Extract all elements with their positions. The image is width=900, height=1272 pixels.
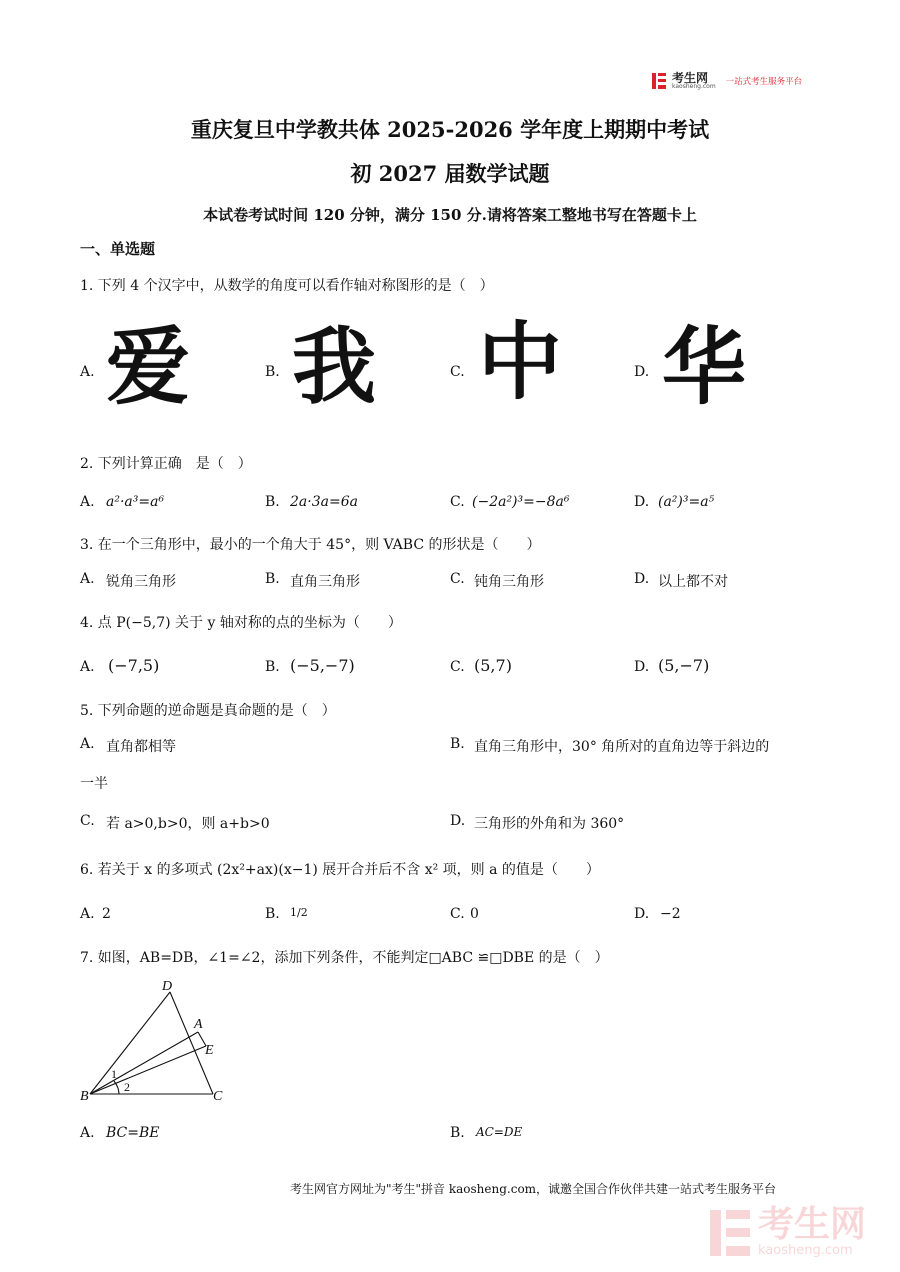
q3-option-c: 钝角三角形 xyxy=(474,574,544,590)
label-a: A xyxy=(194,1017,203,1032)
brand-domain: kaosheng.com xyxy=(672,83,716,90)
q2-option-c-label: C. xyxy=(450,494,465,510)
q4-option-b: (−5,−7) xyxy=(290,656,355,675)
q2-option-a-label: A. xyxy=(80,494,95,510)
label-e: E xyxy=(205,1043,214,1058)
label-b: B xyxy=(80,1089,89,1104)
q3-option-d: 以上都不对 xyxy=(658,574,728,590)
q6-option-b-label: B. xyxy=(265,906,280,922)
q4-option-c: (5,7) xyxy=(474,656,512,675)
q1-option-d-label: D. xyxy=(634,364,650,380)
q4-option-d-label: D. xyxy=(634,659,650,675)
watermark xyxy=(710,1204,866,1258)
q1-option-c-label: C. xyxy=(450,364,465,380)
watermark-text: 考生网 xyxy=(757,1204,866,1245)
question-3-stem: 3. 在一个三角形中，最小的一个角大于 45°，则 VABC 的形状是（ ） xyxy=(80,537,541,553)
q5-option-b-continuation: 一半 xyxy=(80,776,108,792)
brand-logo xyxy=(652,72,802,90)
q1-option-a-label: A. xyxy=(80,364,95,380)
question-2-stem: 2. 下列计算正确 是（ ） xyxy=(80,456,252,472)
q6-option-c-label: C. xyxy=(450,906,465,922)
q6-option-d: −2 xyxy=(660,906,681,922)
watermark-domain: kaosheng.com xyxy=(757,1243,853,1258)
q7-option-a: BC=BE xyxy=(106,1125,160,1141)
q1-option-b-char: 我 xyxy=(292,318,377,416)
angle-1-arc xyxy=(114,1081,118,1088)
exam-subtitle: 初 2027 届数学试题 xyxy=(350,161,550,186)
q2-option-d: (a²)³=a⁵ xyxy=(658,494,715,510)
q7-option-b: AC=DE xyxy=(476,1125,523,1139)
q5-option-c: 若 a>0,b>0，则 a+b>0 xyxy=(106,816,270,832)
q4-option-d: (5,−7) xyxy=(658,656,710,675)
footer-text: 考生网官方网址为"考生"拼音 kaosheng.com，诚邀全国合作伙伴共建一站式考生服务平台 xyxy=(290,1182,777,1196)
question-6-stem: 6. 若关于 x 的多项式 (2x²+ax)(x−1) 展开合并后不含 x² 项，则 a 的值是（ ） xyxy=(80,862,600,878)
q1-option-a-char: 爱 xyxy=(106,318,191,416)
q5-option-c-label: C. xyxy=(80,813,95,829)
q3-option-b: 直角三角形 xyxy=(290,574,360,590)
q1-option-d-char: 华 xyxy=(662,318,747,416)
q3-option-a: 锐角三角形 xyxy=(106,574,176,590)
q3-option-a-label: A. xyxy=(80,571,95,587)
q3-option-d-label: D. xyxy=(634,571,650,587)
question-1-stem: 1. 下列 4 个汉字中，从数学的角度可以看作轴对称图形的是（ ） xyxy=(80,278,494,294)
q7-option-b-label: B. xyxy=(450,1125,465,1141)
angle-2-arc xyxy=(118,1088,119,1094)
exam-title: 重庆复旦中学教共体 2025-2026 学年度上期期中考试 xyxy=(190,117,710,142)
q2-option-b: 2a·3a=6a xyxy=(290,494,358,510)
exam-instructions: 本试卷考试时间 120 分钟，满分 150 分.请将答案工整地书写在答题卡上 xyxy=(203,206,697,224)
q2-option-b-label: B. xyxy=(265,494,280,510)
q3-option-b-label: B. xyxy=(265,571,280,587)
q5-option-b-label: B. xyxy=(450,736,465,752)
q4-option-a-label: A. xyxy=(80,659,95,675)
q5-option-d: 三角形的外角和为 360° xyxy=(474,816,625,832)
label-d: D xyxy=(162,979,173,994)
q2-option-c: (−2a²)³=−8a⁶ xyxy=(472,494,570,510)
question-7-stem: 7. 如图，AB=DB，∠1=∠2，添加下列条件，不能判定□ABC ≌□DBE 的是（ ） xyxy=(80,950,609,966)
watermark-logo-icon xyxy=(710,1210,750,1256)
q2-option-a: a²·a³=a⁶ xyxy=(106,494,165,510)
q4-option-b-label: B. xyxy=(265,659,280,675)
label-angle-1: 1 xyxy=(111,1067,117,1081)
question-4-stem: 4. 点 P(−5,7) 关于 y 轴对称的点的坐标为（ ） xyxy=(80,615,402,631)
segment-ba xyxy=(90,1032,198,1094)
q2-option-d-label: D. xyxy=(634,494,650,510)
triangle-figure xyxy=(78,978,238,1108)
q4-option-a: (−7,5) xyxy=(108,656,160,675)
q4-option-c-label: C. xyxy=(450,659,465,675)
q6-option-b: 1/2 xyxy=(290,906,308,919)
q5-option-d-label: D. xyxy=(450,813,466,829)
q6-option-c: 0 xyxy=(470,906,479,922)
brand-name: 考生网 xyxy=(672,71,709,85)
section-title: 一、单选题 xyxy=(80,240,156,258)
q5-option-b: 直角三角形中，30° 角所对的直角边等于斜边的 xyxy=(474,739,770,755)
q6-option-a-label: A. xyxy=(80,906,95,922)
q1-option-c-char: 中 xyxy=(478,313,563,411)
q5-option-a: 直角都相等 xyxy=(106,739,176,755)
q1-option-b-label: B. xyxy=(265,364,280,380)
label-angle-2: 2 xyxy=(124,1080,130,1094)
q7-option-a-label: A. xyxy=(80,1125,95,1141)
q6-option-d-label: D. xyxy=(634,906,650,922)
segment-be xyxy=(90,1046,206,1094)
logo-icon xyxy=(652,73,666,89)
segment-bd xyxy=(90,992,170,1094)
q5-option-a-label: A. xyxy=(80,736,95,752)
q6-option-a: 2 xyxy=(102,906,111,922)
brand-slogan: 一站式考生服务平台 xyxy=(725,77,803,87)
label-c: C xyxy=(213,1089,223,1104)
q3-option-c-label: C. xyxy=(450,571,465,587)
question-5-stem: 5. 下列命题的逆命题是真命题的是（ ） xyxy=(80,703,336,719)
